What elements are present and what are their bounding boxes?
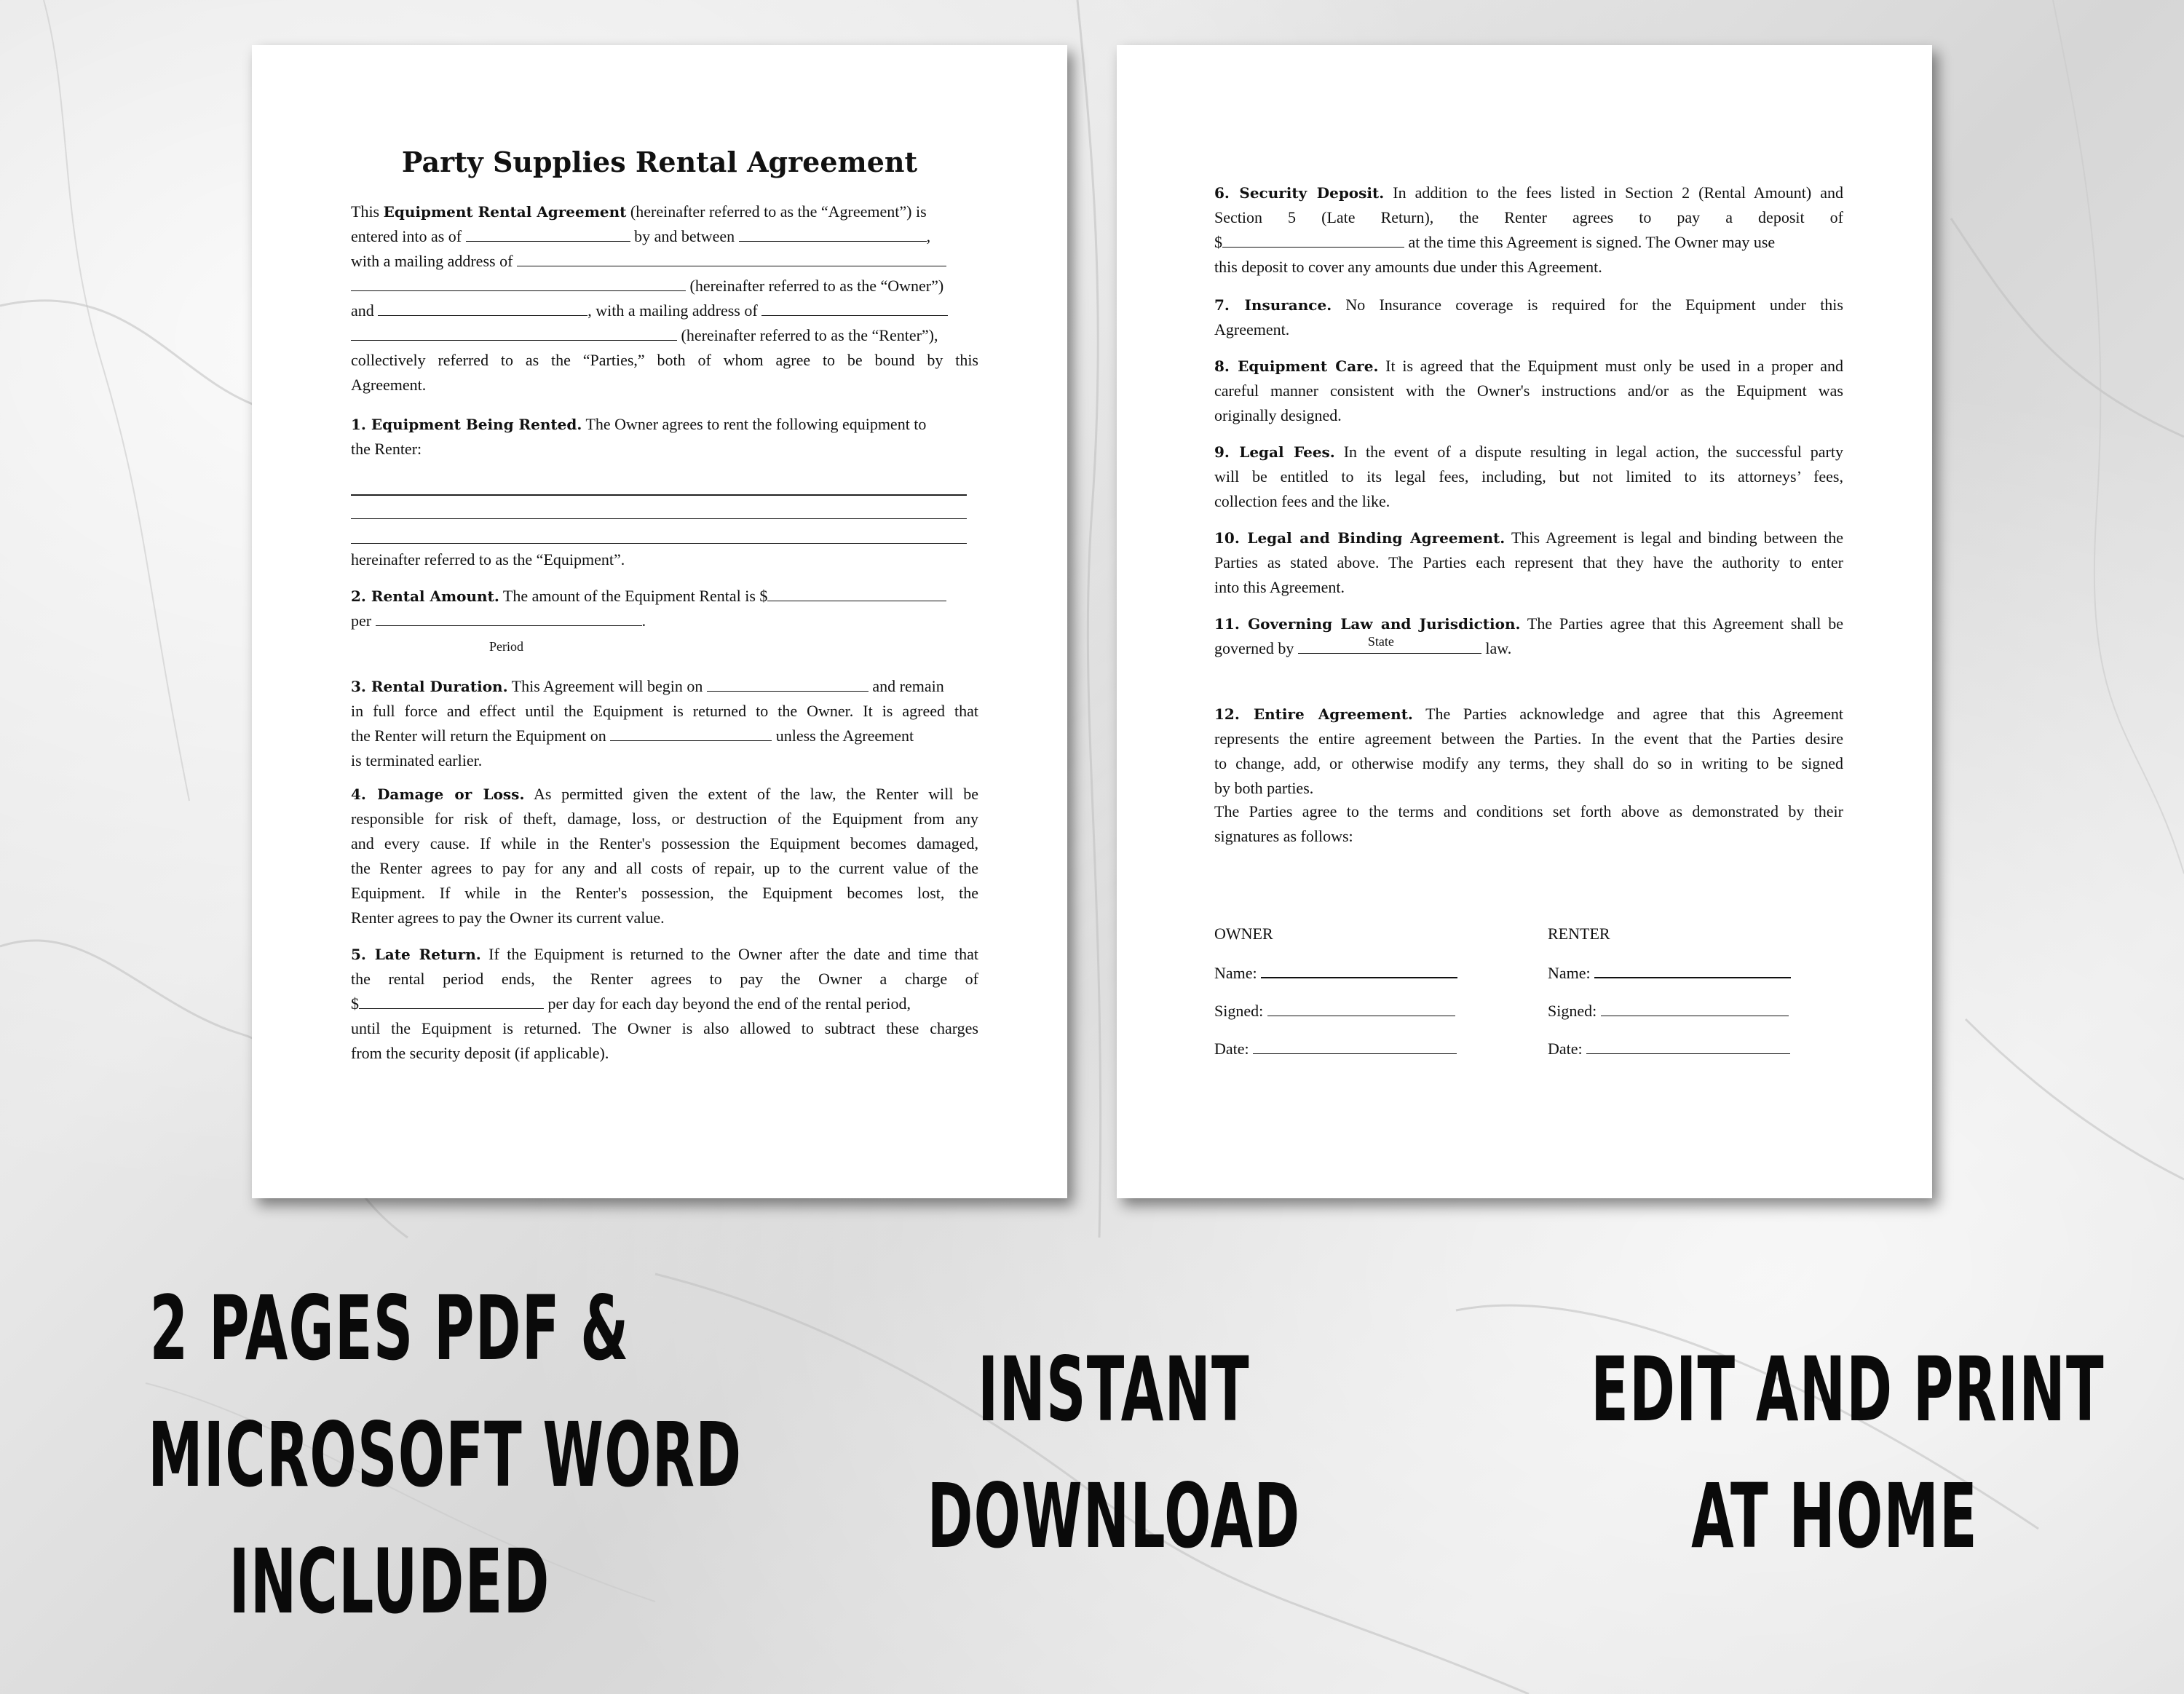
owner-signed-field[interactable]: Signed: (1214, 1000, 1455, 1021)
equipment-line-1[interactable] (351, 494, 967, 496)
section-10: 10. Legal and Binding Agreement. This Agreement is legal and binding between the Parties as stated above. The Parties each represent that they have the authority to enter into this Agreement. (1214, 529, 1843, 596)
promo-instant-download: INSTANT DOWNLOAD (927, 1338, 1301, 1568)
renter-signed-field[interactable]: Signed: (1548, 1000, 1789, 1021)
promo-edit-print: EDIT AND PRINT AT HOME (1591, 1338, 2105, 1568)
agreement-page-1 (252, 45, 1067, 1198)
section-11: 11. Governing Law and Jurisdiction. The Parties agree that this Agreement shall be governed by State law. (1214, 614, 1843, 657)
owner-label: OWNER (1214, 925, 1273, 943)
renter-date-field[interactable]: Date: (1548, 1038, 1790, 1058)
section-3: 3. Rental Duration. This Agreement will begin on and remain in full force and effect until the Equipment is returned to the Owner. It is agreed that the Renter will return the Equipment on unless the Agreement is terminated earlier. (351, 677, 978, 769)
section-9: 9. Legal Fees. In the event of a dispute resulting in legal action, the successful party will be entitled to its legal fees, including, but not limited to its attorneys’ fees, collection fees and the like. (1214, 443, 1843, 510)
section-1-after: hereinafter referred to as the “Equipment”. (351, 550, 625, 569)
intro-paragraph: This Equipment Rental Agreement (hereinafter referred to as the “Agreement”) is entered into as of by and between , with a mailing address of (hereinafter referred to as the “Owner”) and , with a mailing address of (hereinafter referred to as the “Renter”), collectively referred to as the “Parties,” both of whom agree to be bound by this Agreement. (351, 202, 978, 394)
equipment-line-2[interactable] (351, 518, 967, 519)
section-12: 12. Entire Agreement. The Parties acknowledge and agree that this Agreement represents the entire agreement between the Parties. In the event that the Parties desire to change, add, or otherwise modify any terms, they shall do so in writing to be signed by both parties. (1214, 705, 1843, 797)
section-7: 7. Insurance. No Insurance coverage is required for the Equipment under this Agreement. (1214, 296, 1843, 339)
agreement-page-2 (1117, 45, 1932, 1198)
section-2: 2. Rental Amount. The amount of the Equipment Rental is $ per . (351, 584, 978, 633)
renter-label: RENTER (1548, 925, 1610, 943)
section-8: 8. Equipment Care. It is agreed that the Equipment must only be used in a proper and careful manner consistent with the Owner's instructions and/or as the Equipment was originally designed. (1214, 357, 1843, 424)
owner-date-field[interactable]: Date: (1214, 1038, 1457, 1058)
renter-name-field[interactable]: Name: (1548, 962, 1791, 983)
section-1: 1. Equipment Being Rented. The Owner agrees to rent the following equipment to the Renter: (351, 415, 927, 458)
period-label: Period (489, 639, 523, 654)
owner-name-field[interactable]: Name: (1214, 962, 1457, 983)
document-title: Party Supplies Rental Agreement (401, 146, 918, 178)
section-5: 5. Late Return. If the Equipment is returned to the Owner after the date and time that the rental period ends, the Renter agrees to pay the Owner a charge of $ per day for each day beyond the end of the rental period, until the Equipment is returned. The Owner is also allowed to subtract these charges from the security deposit (if applicable). (351, 945, 978, 1062)
section-4: 4. Damage or Loss. As permitted given the extent of the law, the Renter will be responsible for risk of theft, damage, loss, or destruction of the Equipment from any and every cause. If while in the Renter's possession the Equipment becomes damaged, the Renter agrees to pay for any and all costs of repair, up to the current value of the Equipment. If while in the Renter's possession, the Equipment becomes lost, the Renter agrees to pay the Owner its current value. (351, 785, 978, 927)
equipment-line-3[interactable] (351, 543, 967, 544)
section-6: 6. Security Deposit. In addition to the fees listed in Section 2 (Rental Amount) and Section 5 (Late Return), the Renter agrees to pay a deposit of $ at the time this Agreement is signed. The Owner may use this deposit to cover any amounts due under this Agreement. (1214, 183, 1844, 276)
promo-pages-included: 2 PAGES PDF & MICROSOFT WORD INCLUDED (148, 1277, 743, 1634)
closing-paragraph: The Parties agree to the terms and conditions set forth above as demonstrated by their signatures as follows: (1214, 802, 1843, 845)
state-label: State (1367, 634, 1394, 649)
